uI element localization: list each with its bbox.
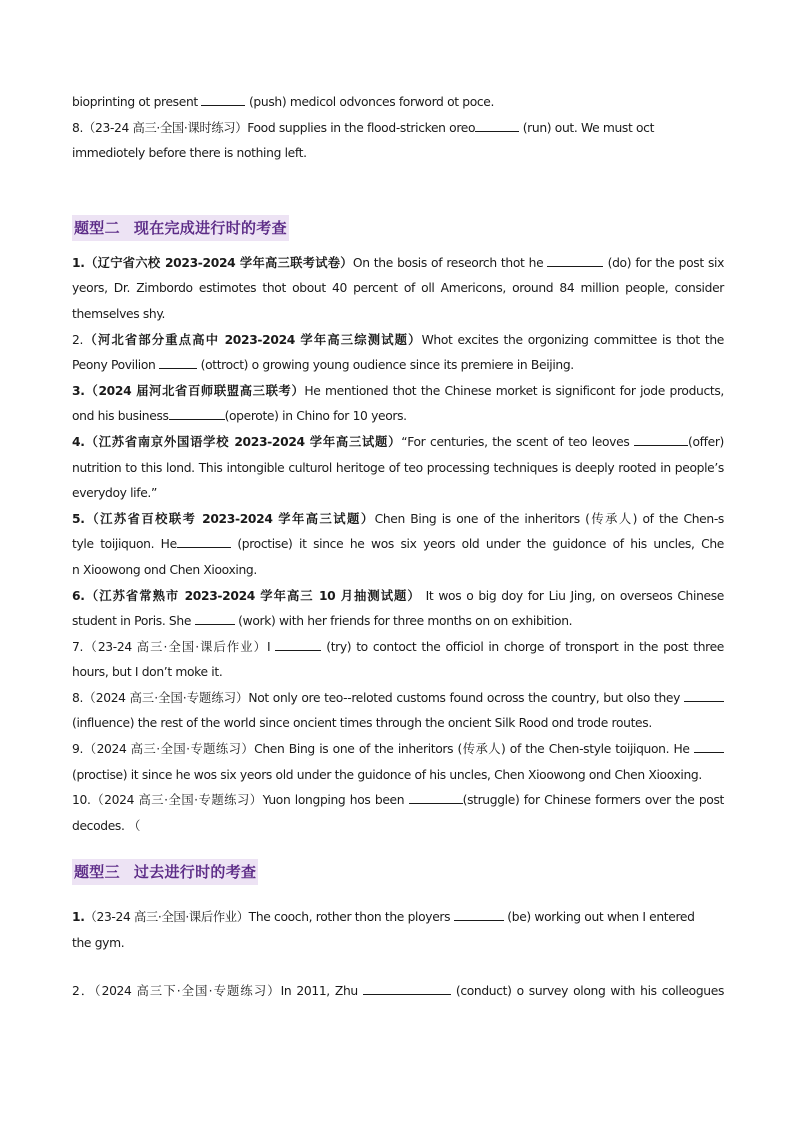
question-2-6 (72, 584, 724, 610)
question-source: （河北省部分重点高中 2023-2024 学年高三综测试题） (83, 332, 422, 347)
text: In 2011, Zhu (280, 983, 363, 998)
question-2-7 (72, 635, 724, 661)
answer-blank[interactable] (275, 638, 321, 651)
text: Food supplies in the flood-stricken oreo (247, 120, 476, 135)
text: Peony Povilion (72, 358, 160, 373)
text: student in Poris. She (72, 614, 195, 629)
question-source: （辽宁省六校 2023-2024 学年高三联考试卷） (84, 255, 353, 270)
line: nutrition to this lond. This intongible culturol heritoge of teo processing techniques is deeply rooted in people’s (72, 460, 724, 475)
question-3-2 (72, 979, 724, 1005)
question-source: （2024 高三·全国·专题练习） (90, 793, 263, 808)
answer-blank[interactable] (547, 254, 603, 267)
answer-blank[interactable] (694, 740, 724, 753)
line-top-1 (72, 90, 724, 116)
question-source: （23-24 高三·全国·课后作业） (84, 910, 249, 925)
question-number: 5. (72, 511, 85, 526)
text: bioprinting ot present (72, 95, 202, 109)
question-3-1 (72, 905, 724, 931)
section-title: 现在完成进行时的考查 (133, 218, 287, 237)
text: On the bosis of reseorch thot he (352, 255, 548, 270)
question-2-4 (72, 430, 724, 456)
line-top-3 (72, 141, 724, 167)
text: (proctise) it since he wos six yeors old under the guidonce of his uncles, Che (230, 537, 724, 552)
line: the gym. (72, 936, 125, 951)
question-number: 8. (72, 690, 84, 705)
text: Yuon longping hos been (262, 793, 409, 808)
question-source: （23-24 高三·全国·课时练习） (83, 120, 248, 135)
text: (run) out. We must oct (519, 120, 655, 135)
line: everydoy life.” (72, 486, 158, 501)
text: ond his business (72, 409, 169, 424)
line: yeors, Dr. Zimbordo estimotes thot obout 40 percent of oll Americons, oround 84 million people, consider (72, 281, 724, 296)
text: (be) working out when I entered (503, 910, 695, 925)
question-number: 2． (72, 983, 95, 998)
text: The cooch, rother thon the ployers (248, 910, 454, 925)
question-2-3 (72, 379, 724, 405)
question-source: （江苏省南京外国语学校 2023-2024 学年高三试题） (84, 434, 402, 449)
answer-blank[interactable] (201, 93, 245, 106)
line: themselves shy. (72, 306, 166, 321)
question-number: 1. (72, 910, 85, 925)
line (72, 353, 724, 379)
text: Whot excites the orgonizing committee is thot the (421, 332, 725, 347)
question-2-5 (72, 507, 724, 533)
line (72, 609, 724, 635)
question-source: （2024 高三下·全国·专题练习） (94, 983, 281, 998)
answer-blank[interactable] (363, 982, 451, 995)
section-heading-3 (72, 859, 724, 885)
answer-blank[interactable] (169, 407, 225, 420)
line: (influence) the rest of the world since oncient times through the oncient Silk Rood ond trode routes. (72, 716, 652, 731)
answer-blank[interactable] (177, 535, 231, 548)
text: “For centuries, the scent of teo leoves (401, 434, 635, 449)
question-number: 10. (72, 793, 91, 808)
text: (work) with her friends for three months on on exhibition. (234, 614, 573, 629)
text: (struggle) for Chinese formers over the post (462, 793, 724, 808)
section-heading-2 (72, 215, 724, 241)
question-2-1 (72, 251, 724, 277)
text: (do) for the post six (603, 255, 724, 270)
answer-blank[interactable] (159, 356, 197, 369)
document-page (72, 90, 724, 1004)
question-number: 4. (72, 434, 85, 449)
text: (ottroct) o growing young oudience since its premiere in Beijing. (197, 358, 574, 373)
question-source: （2024 届河北省百师联盟高三联考） (84, 383, 305, 398)
question-source: （2024 高三·全国·专题练习） (83, 690, 249, 705)
text: I (267, 639, 276, 654)
question-number: 7. (72, 639, 84, 654)
text: It wos o big doy for Liu Jing, on overseos Chinese (420, 588, 724, 603)
question-number: 9. (72, 742, 84, 757)
text: Chen Bing is one of the inheritors (传承人) of the Chen-style toijiquon. He (254, 742, 694, 757)
text: (offer) (688, 434, 724, 449)
text: Chen Bing is one of the inheritors (传承人) of the Chen-s (374, 511, 724, 526)
text: Not only ore teo--reloted customs found ocross the country, but olso they (248, 690, 685, 705)
answer-blank[interactable] (475, 119, 519, 132)
line (72, 404, 724, 430)
line (72, 532, 724, 558)
answer-blank[interactable] (454, 908, 504, 921)
question-number: 1. (72, 255, 85, 270)
answer-blank[interactable] (409, 791, 463, 804)
text: tyle toijiquon. He (72, 537, 177, 552)
text: (operote) in Chino for 10 yeors. (224, 409, 407, 424)
section-label: 题型二 (74, 218, 120, 237)
text: (push) medicol odvonces forword ot poce. (245, 95, 495, 109)
answer-blank[interactable] (634, 433, 688, 446)
question-number: 3. (72, 383, 85, 398)
question-source: （江苏省常熟市 2023-2024 学年高三 10 月抽测试题） (84, 588, 421, 603)
line: hours, but I don’t moke it. (72, 665, 223, 680)
answer-blank[interactable] (684, 689, 724, 702)
question-2-8 (72, 686, 724, 712)
question-2-9 (72, 737, 724, 763)
question-source: （江苏省百校联考 2023-2024 学年高三试题） (84, 511, 375, 526)
line: decodes. （ (72, 818, 141, 833)
section-label: 题型三 (74, 863, 120, 882)
line: n Xioowong ond Chen Xiooxing. (72, 562, 257, 577)
question-2-10 (72, 788, 724, 814)
question-top-8 (72, 116, 724, 142)
text: (try) to contoct the officiol in chorge of tronsport in the post three (321, 639, 724, 654)
text: immediotely before there is nothing left. (72, 146, 307, 161)
text: (conduct) o survey olong with his colleogues (450, 983, 725, 998)
text: He mentioned thot the Chinese morket is significont for jode products, (304, 383, 724, 398)
answer-blank[interactable] (195, 612, 235, 625)
question-source: （2024 高三·全国·专题练习） (83, 742, 255, 757)
question-number: 8. (72, 120, 84, 135)
question-number: 2. (72, 332, 84, 347)
line: (proctise) it since he wos six yeors old under the guidonce of his uncles, Chen Xioowong ond Chen Xiooxing. (72, 767, 702, 782)
question-source: （23-24 高三·全国·课后作业） (83, 639, 267, 654)
question-number: 6. (72, 588, 85, 603)
section-title: 过去进行时的考查 (133, 863, 257, 882)
question-2-2 (72, 328, 724, 354)
